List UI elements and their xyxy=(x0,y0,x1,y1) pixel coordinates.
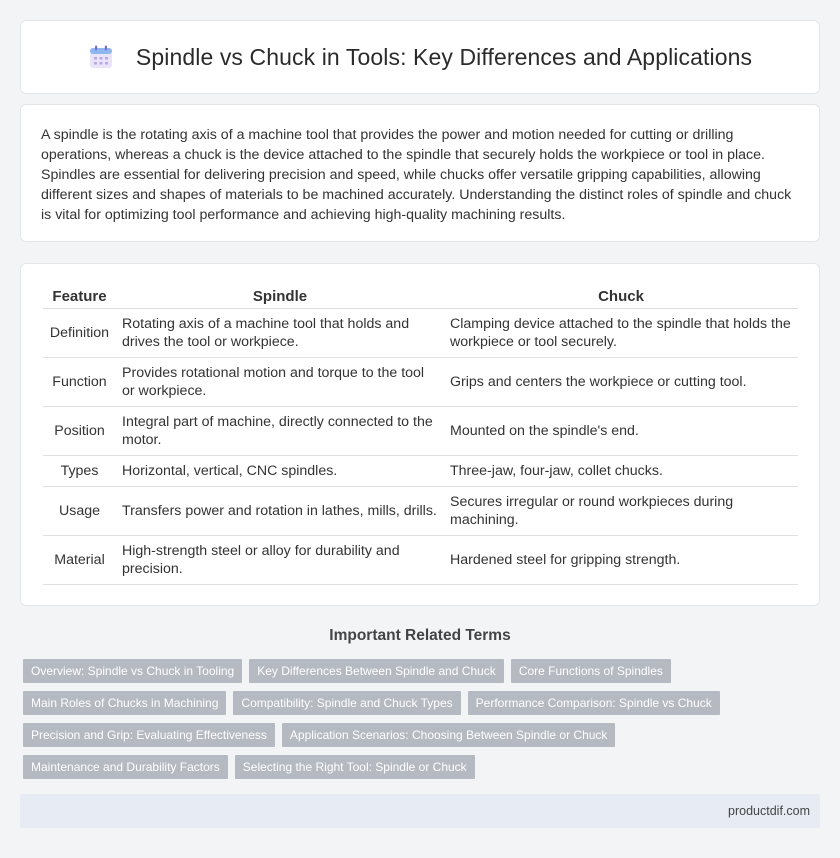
spindle-cell: Provides rotational motion and torque to the tool or workpiece. xyxy=(116,357,444,406)
feature-cell: Definition xyxy=(43,308,116,357)
header-spindle: Spindle xyxy=(116,286,444,308)
intro-card xyxy=(20,104,820,242)
feature-cell: Usage xyxy=(43,486,116,535)
header-chuck: Chuck xyxy=(444,286,798,308)
chuck-cell: Grips and centers the workpiece or cutting tool. xyxy=(444,357,798,406)
comparison-table xyxy=(43,286,798,585)
table-row xyxy=(43,455,798,486)
table-row xyxy=(43,357,798,406)
related-term-tag[interactable]: Selecting the Right Tool: Spindle or Chuck xyxy=(235,755,475,779)
feature-cell: Function xyxy=(43,357,116,406)
footer-site[interactable]: productdif.com xyxy=(728,804,810,818)
comparison-card xyxy=(20,263,820,606)
related-term-tag[interactable]: Compatibility: Spindle and Chuck Types xyxy=(233,691,460,715)
header-card xyxy=(20,20,820,94)
table-header-row xyxy=(43,286,798,308)
spindle-cell: Horizontal, vertical, CNC spindles. xyxy=(116,455,444,486)
header xyxy=(88,44,752,71)
feature-cell: Position xyxy=(43,406,116,455)
table-row xyxy=(43,535,798,584)
related-term-tag[interactable]: Key Differences Between Spindle and Chuck xyxy=(249,659,504,683)
related-term-tag[interactable]: Core Functions of Spindles xyxy=(511,659,671,683)
related-terms-tags xyxy=(23,659,823,787)
related-term-tag[interactable]: Main Roles of Chucks in Machining xyxy=(23,691,226,715)
footer xyxy=(20,794,820,828)
related-term-tag[interactable]: Performance Comparison: Spindle vs Chuck xyxy=(468,691,720,715)
chuck-cell: Clamping device attached to the spindle that holds the workpiece or tool securely. xyxy=(444,308,798,357)
table-row xyxy=(43,308,798,357)
chuck-cell: Secures irregular or round workpieces during machining. xyxy=(444,486,798,535)
chuck-cell: Mounted on the spindle's end. xyxy=(444,406,798,455)
spindle-cell: Rotating axis of a machine tool that holds and drives the tool or workpiece. xyxy=(116,308,444,357)
related-term-tag[interactable]: Precision and Grip: Evaluating Effectiveness xyxy=(23,723,275,747)
intro-paragraph: A spindle is the rotating axis of a machine tool that provides the power and motion needed for cutting or drilling operations, whereas a chuck is the device attached to the spindle that securely holds the workpiece or tool in place. Spindles are essential for delivering precision and speed, while chucks offer versatile gripping capabilities, allowing different sizes and shapes of materials to be machined accurately. Understanding the distinct roles of spindle and chuck is vital for optimizing tool performance and achieving high-quality machining results. xyxy=(41,127,792,223)
chuck-cell: Hardened steel for gripping strength. xyxy=(444,535,798,584)
spindle-cell: Integral part of machine, directly connected to the motor. xyxy=(116,406,444,455)
calendar-icon xyxy=(88,44,114,70)
spindle-cell: Transfers power and rotation in lathes, mills, drills. xyxy=(116,486,444,535)
related-terms-title: Important Related Terms xyxy=(329,627,511,644)
table-row xyxy=(43,486,798,535)
table-row xyxy=(43,406,798,455)
spindle-cell: High-strength steel or alloy for durability and precision. xyxy=(116,535,444,584)
feature-cell: Material xyxy=(43,535,116,584)
header-feature: Feature xyxy=(43,286,116,308)
page-title: Spindle vs Chuck in Tools: Key Differences and Applications xyxy=(135,43,753,70)
feature-cell: Types xyxy=(43,455,116,486)
related-term-tag[interactable]: Maintenance and Durability Factors xyxy=(23,755,228,779)
chuck-cell: Three-jaw, four-jaw, collet chucks. xyxy=(444,455,798,486)
related-term-tag[interactable]: Overview: Spindle vs Chuck in Tooling xyxy=(23,659,242,683)
related-term-tag[interactable]: Application Scenarios: Choosing Between Spindle or Chuck xyxy=(282,723,616,747)
